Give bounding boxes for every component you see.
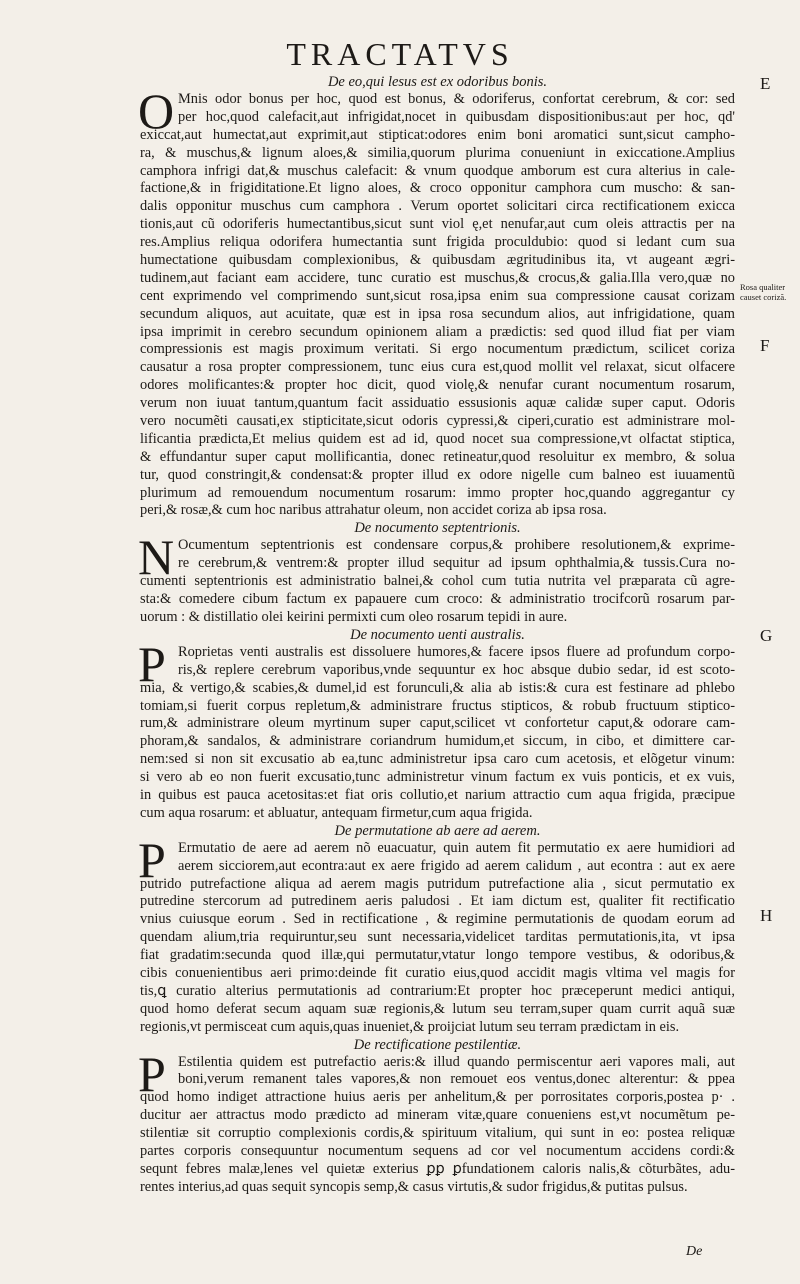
text-line: humectatione quibusdam complexionibus, & quibusdam ægritudinibus ita, vt augeant ægri-: [140, 252, 735, 269]
text-line: Ocumentum septentrionis est condensare corpus,& prohibere resolutionem,& exprime-: [178, 537, 735, 554]
text-line: tur, quod constringit,& condensat:& propter illud ex odore nigelle cum balneo est iuuamentũ: [140, 466, 735, 483]
text-line: vero nocumẽti causati,ex stipticitate,sicut odoris cypressi,& ciperi,curatio est administrare mol-: [140, 413, 735, 430]
section-paragraph: [138, 635, 735, 823]
text-line: nem:sed si non sit excusatio ab ea,tunc administretur ipsa caro cum acetosis, et elõgetur vinum:: [140, 751, 735, 768]
drop-capital: P: [138, 831, 166, 888]
text-line: in quibus est pauca acetositas:et fiat oris collutio,et narium attractio cum aqua frigida, præcipue: [140, 786, 735, 803]
text-line: peri,& rosæ,& cum hoc naribus attrahatur oleum, non accidet coriza ab ipsa rosa.: [140, 502, 607, 519]
text-line: sta:& comedere cibum factum ex papauere cum croco: & administratio trocifcorũ rosarum par-: [140, 591, 735, 608]
section-paragraph: [138, 83, 735, 520]
text-line: uorum : & distillatio olei keirini permixti cum oleo rosarum tepidi in aure.: [140, 608, 568, 625]
text-line: stilentiæ sit corruptio complexionis cordis,& spirituum vitalium, qui sunt in eo: postea reliquæ: [140, 1125, 735, 1142]
text-line: ipsa imprimit in cerebro secundum opinionem aliam a prædictis: sed quod illud fiat per viam: [140, 323, 735, 340]
text-line: compressionis est magis proximum veritati. Si ergo nocumentum prædictum, scilicet coriza: [140, 341, 735, 358]
text-line: per hoc,quod calefacit,aut infrigidat,nocet in quibusdam dispositionibus:aut per hoc, qd': [178, 108, 735, 125]
text-line: tionis,aut cũ odoriferis humectantibus,sicut sunt viol ę,et nenufar,aut cum oleis attractis per na: [140, 216, 735, 233]
margin-letter-f: F: [760, 336, 770, 355]
text-line: quendam alium,tria requiruntur,seu sunt necessaria,videlicet tarditas permutationis,ita, vt ipsa: [140, 929, 735, 946]
section-heading: De rectificatione pestilentiæ.: [353, 1036, 522, 1053]
text-line: quod homo deferat secum aquam suæ regionis,& lutum seu terram,super quam currit aquã suæ: [140, 1000, 735, 1017]
side-note: [740, 282, 798, 302]
text-line: res.Amplius reliqua odorifera humectantia sunt frigida proculdubio: quod si ledant cum sua: [140, 234, 735, 251]
text-line: fiat gradatim:secunda quod illæ,qui permutatur,vtatur longo tempore vestibus, & odoribus,&: [140, 947, 735, 964]
text-line: cibis conuenientibus aeri primo:deinde fit curatio eius,quod accidit magis vltima vel magis for: [140, 964, 735, 981]
text-line: partes corporis consequuntur nocumentum sequens ad cor vel nocumentum accidens cordi:&: [140, 1142, 735, 1159]
running-head: TRACTATVS: [286, 36, 514, 72]
text-line: putrido putrefactione aliqua ad aerem magis putridum putrefactione alia , sicut permutatio ex: [140, 875, 735, 892]
margin-letter-h: H: [760, 906, 773, 925]
text-line: phoram,& sandalos, & administrare coriandrum humidum,et siccum, in cibo, et dimittere car-: [140, 733, 735, 750]
text-line: ra, & muschus,& lignum aloes,& similia,quorum plurima conueniunt in exiccatione.Amplius: [140, 144, 735, 161]
text-line: verum non iuuat tantum,quantum facit assiduatio essusionis aquæ calidæ super caput. Odoris: [140, 395, 735, 412]
text-line: camphora infrigi dat,& muschus calefacit: & vnum quodque amborum est cura alterius in cale-: [140, 162, 735, 179]
text-line: tudinem,aut faciant eam accidere, tunc curatio est muschus,& crocus,& galia.Illa vero,quæ no: [140, 269, 735, 286]
section-paragraph: [138, 831, 735, 1037]
text-line: lificantia prædicta,Et melius quidem est ad id, quod nocet sua compressione,vt olfactat stiptica,: [140, 430, 735, 447]
text-line: mia, & vertigo,& scabies,& dumel,id est forunculi,& alia ab istis:& cura est festinare ad phlebo: [140, 679, 735, 696]
text-line: Ermutatio de aere ad aerem nõ euacuatur, quin autem fit permutatio ex aere humidiori ad: [178, 839, 735, 856]
drop-capital: P: [138, 635, 166, 692]
text-line: tomiam,si fuerit corpus repletum,& administrare fructus stipticos, & robub fructuum stiptico-: [140, 697, 735, 714]
section-paragraph: [138, 1045, 735, 1197]
text-line: cumenti septentrionis est administratio balnei,& cohol cum tutia nutrita vel præparata cũ agre-: [140, 573, 735, 590]
text-line: re cerebrum,& ventrem:& propter illud sequitur ad ipsum ophthalmia,& tussis.Cura no-: [178, 555, 735, 572]
section-heading: De eo,qui lesus est ex odoribus bonis.: [327, 74, 548, 90]
text-line: ris,& replere cerebrum vaporibus,vnde sequuntur ex hoc absque dubio sedar, id est scoto-: [178, 661, 735, 678]
margin-letter-g: G: [760, 626, 773, 645]
text-line: si vero ab eo non fuerit excusatio,tunc administretur vinum factum ex vuis ponticis, et ex vuis,: [140, 769, 735, 786]
text-line: putredine stercorum ad putredinem aeris paludosi . Et iam dictum est, qualiter fit rectificatio: [140, 893, 735, 910]
text-line: Estilentia quidem est putrefactio aeris:& illud quando permiscentur aeri vapores mali, aut: [178, 1053, 735, 1070]
section-heading: De nocumento septentrionis.: [354, 520, 521, 537]
margin-letter-e: E: [760, 74, 771, 93]
drop-capital: P: [138, 1045, 166, 1102]
text-line: boni,verum remanent tales vapores,& non remouet eos ventus,donec alterentur: & ppea: [178, 1071, 735, 1088]
drop-capital: O: [138, 83, 175, 139]
text-line: secundum aliquos, aut acuitate, quæ est in ipsa rosa secundum alios, aut infrigidatione, quam: [140, 305, 735, 322]
text-line: dalis opponitur muschus cum camphora . Verum oportet solicitari circa rectificationem exicca: [140, 198, 735, 215]
text-line: rum,& administrare oleum myrtinum super caput,scilicet vt confortetur caput,& odorare cam-: [140, 715, 735, 732]
text-line: aerem sicciorem,aut econtra:aut ex aere frigido ad aerem calidum , aut econtra : aut ex aere: [178, 857, 735, 874]
section-paragraph: [138, 529, 735, 626]
section-heading: De nocumento uenti australis.: [350, 626, 525, 643]
text-line: sequnt febres malæ,lenes vel quietæ exterius ꝑꝑ ꝑfundationem caloris nalis,& cõturbãtes, adu-: [140, 1160, 735, 1177]
text-line: regionis,vt permisceat cum aquis,quas inueniet,& proijciat lutum seu terram prædictam in eis.: [140, 1018, 680, 1035]
drop-capital: N: [138, 529, 175, 586]
text-line: ducitur aer attractus modo prædicto ad mineram vitæ,quare conueniens est,vt nocumẽtum pe-: [140, 1107, 735, 1124]
text-line: factione,& in frigiditatione.Et ligno aloes, & croco opponitur camphora cum muscho: & san-: [140, 180, 735, 197]
text-line: cum aqua rosarum: et abluatur, antequam firmetur,cum aqua frigida.: [140, 804, 533, 821]
text-line: odores molificantes:& propter hoc dicit, quod violę,& nenufar curant nocumentum rosarum,: [140, 377, 735, 394]
side-note-line: causet corizã.: [740, 292, 787, 302]
text-line: & effundantur super caput mollificantia, donec retineatur,quod resoluitur ex membro, & solua: [140, 448, 735, 465]
text-line: vnius cuiusque eorum . Sed in rectificatione , & regimine permutationis de quodam eorum ad: [140, 911, 735, 928]
text-line: exiccat,aut humectat,aut exprimit,aut stipticat:odores enim boni aromatici sunt,sicut campho-: [140, 126, 735, 143]
main-text-block: [140, 74, 735, 1197]
section-heading: De permutatione ab aere ad aerem.: [334, 822, 541, 839]
catchword: De: [686, 1244, 703, 1259]
text-line: quod homo indiget attractione huius aeris per anhelitum,& per porrositates corporis,postea p· .: [140, 1089, 735, 1106]
side-note-line: Rosa qualiter: [740, 282, 786, 292]
text-line: Mnis odor bonus per hoc, quod est bonus, & odoriferus, confortat cerebrum, & cor: sed: [178, 91, 735, 107]
text-line: plurimum ad remouendum nocumentum rosarum: immo propter hoc,quando aggregantur cy: [140, 484, 735, 501]
text-line: causatur a rosa propter compressionem, tunc eius cura est,quod mollit vel relaxat, sicut olfacere: [140, 359, 735, 376]
text-line: cent exprimendo vel comprimendo sunt,sicut rosa,ipsa enim sua compressione causat corizam: [140, 287, 735, 304]
text-line: rentes interius,ad quas sequit syncopis semp,& casus virtutis,& sudor frigidus,& putitas pulsus.: [140, 1178, 688, 1195]
text-line: Roprietas venti australis est dissoluere humores,& facere ipsos fluere ad profundum corpo-: [178, 643, 735, 660]
text-line: tis,ꝗ curatio alterius permutationis ad contrarium:Et propter hoc præceperunt medici antiqui,: [140, 982, 735, 999]
